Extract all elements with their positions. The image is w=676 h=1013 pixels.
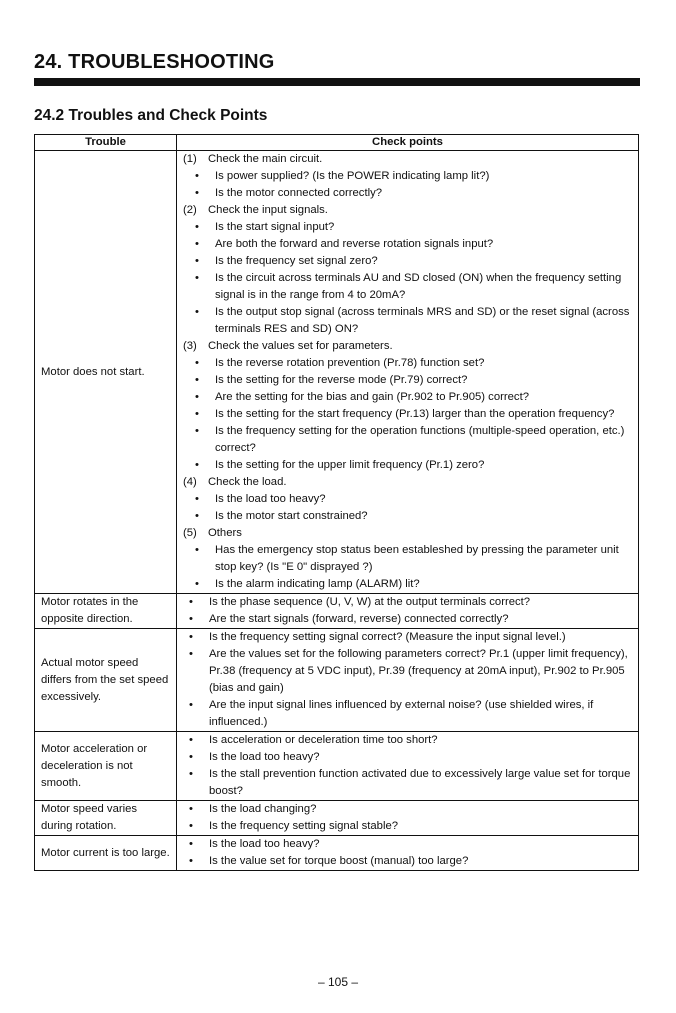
bullet-icon: • — [189, 631, 193, 643]
check-section-number: (5) — [183, 527, 197, 539]
check-section-title: Others — [208, 527, 242, 539]
check-points-cell — [177, 801, 639, 836]
check-item — [183, 732, 634, 749]
check-item — [183, 168, 634, 185]
check-item — [183, 542, 634, 576]
trouble-cell: Motor acceleration or deceleration is not smooth. — [35, 732, 177, 801]
check-section-title: Check the input signals. — [208, 204, 328, 216]
check-item — [183, 853, 634, 870]
check-points-cell — [177, 151, 639, 594]
trouble-cell: Motor does not start. — [35, 151, 177, 594]
check-item-text: Is the setting for the reverse mode (Pr.79) correct? — [215, 374, 468, 386]
check-item — [183, 304, 634, 338]
check-item-text: Are the start signals (forward, reverse) connected correctly? — [209, 613, 509, 625]
bullet-icon: • — [195, 391, 199, 403]
bullet-icon: • — [189, 613, 193, 625]
bullet-icon: • — [189, 838, 193, 850]
check-item-text: Is the load too heavy? — [215, 493, 326, 505]
check-item-text: Is power supplied? (Is the POWER indicating lamp lit?) — [215, 170, 490, 182]
check-item — [183, 491, 634, 508]
bullet-icon: • — [195, 578, 199, 590]
check-section-heading — [183, 525, 634, 542]
check-item-text: Is the motor start constrained? — [215, 510, 368, 522]
check-item — [183, 629, 634, 646]
page-number: – 105 – — [317, 975, 359, 989]
bullet-icon: • — [195, 357, 199, 369]
check-item — [183, 766, 634, 800]
check-item-text: Is the setting for the start frequency (Pr.13) larger than the operation frequency? — [215, 408, 615, 420]
check-section-title: Check the values set for parameters. — [208, 340, 393, 352]
check-item — [183, 611, 634, 628]
check-section-number: (1) — [183, 153, 197, 165]
table-row — [35, 629, 639, 732]
table-row — [35, 151, 639, 594]
bullet-icon: • — [195, 170, 199, 182]
check-item-text: Is the load too heavy? — [209, 838, 320, 850]
bullet-icon: • — [189, 820, 193, 832]
check-item — [183, 253, 634, 270]
bullet-icon: • — [195, 221, 199, 233]
check-item — [183, 801, 634, 818]
bullet-icon: • — [189, 751, 193, 763]
subsection-title: 24.2 Troubles and Check Points — [34, 107, 268, 124]
bullet-icon: • — [195, 255, 199, 267]
bullet-icon: • — [189, 803, 193, 815]
check-item — [183, 236, 634, 253]
trouble-cell: Motor rotates in the opposite direction. — [35, 594, 177, 629]
check-item-text: Is the start signal input? — [215, 221, 335, 233]
check-item-text: Is the load changing? — [209, 803, 317, 815]
check-item — [183, 406, 634, 423]
check-item-text: Is acceleration or deceleration time too short? — [209, 734, 438, 746]
check-item-text: Is the load too heavy? — [209, 751, 320, 763]
check-item-text: Are the setting for the bias and gain (Pr.902 to Pr.905) correct? — [215, 391, 529, 403]
table-header-row — [35, 135, 639, 151]
check-points-cell — [177, 732, 639, 801]
bullet-icon: • — [195, 459, 199, 471]
check-points-cell — [177, 836, 639, 871]
check-section-heading — [183, 474, 634, 491]
check-item — [183, 457, 634, 474]
check-item — [183, 818, 634, 835]
check-item-text: Are the values set for the following parameters correct? Pr.1 (upper limit frequency), Pr.38 (frequency at 5 VDC input), Pr.39 (frequency at 20mA input), Pr.902 to Pr.905 (bias and gain) — [209, 648, 628, 694]
check-item — [183, 185, 634, 202]
bullet-icon: • — [195, 238, 199, 250]
check-item-text: Is the frequency setting signal correct? (Measure the input signal level.) — [209, 631, 566, 643]
bullet-icon: • — [189, 699, 193, 711]
check-section-number: (4) — [183, 476, 197, 488]
check-item — [183, 270, 634, 304]
check-section-number: (2) — [183, 204, 197, 216]
table-row — [35, 801, 639, 836]
check-item — [183, 646, 634, 697]
bullet-icon: • — [195, 493, 199, 505]
trouble-cell: Motor speed varies during rotation. — [35, 801, 177, 836]
bullet-icon: • — [195, 374, 199, 386]
check-section-heading — [183, 151, 634, 168]
check-item — [183, 697, 634, 731]
check-item — [183, 372, 634, 389]
bullet-icon: • — [195, 272, 199, 284]
bullet-icon: • — [195, 187, 199, 199]
check-item-text: Is the circuit across terminals AU and SD closed (ON) when the frequency setting signal is in the range from 4 to 20mA? — [215, 272, 622, 301]
check-section-heading — [183, 338, 634, 355]
check-item-text: Are both the forward and reverse rotation signals input? — [215, 238, 494, 250]
check-item-text: Is the reverse rotation prevention (Pr.78) function set? — [215, 357, 485, 369]
check-item-text: Is the frequency setting signal stable? — [209, 820, 399, 832]
check-item — [183, 576, 634, 593]
table-row — [35, 594, 639, 629]
check-item — [183, 836, 634, 853]
check-item — [183, 389, 634, 406]
check-item-text: Has the emergency stop status been estableshed by pressing the parameter unit stop key? (Is "E 0" disprayed ?) — [215, 544, 619, 573]
title-rule — [34, 78, 640, 86]
check-item — [183, 219, 634, 236]
bullet-icon: • — [189, 596, 193, 608]
check-section-title: Check the main circuit. — [208, 153, 323, 165]
table-row — [35, 836, 639, 871]
trouble-cell: Motor current is too large. — [35, 836, 177, 871]
check-item-text: Is the frequency set signal zero? — [215, 255, 378, 267]
check-section-title: Check the load. — [208, 476, 287, 488]
bullet-icon: • — [195, 510, 199, 522]
section-title: 24. TROUBLESHOOTING — [34, 51, 275, 73]
table-row — [35, 732, 639, 801]
bullet-icon: • — [195, 408, 199, 420]
check-item-text: Is the value set for torque boost (manual) too large? — [209, 855, 469, 867]
troubles-table — [34, 134, 639, 871]
column-header-trouble: Trouble — [35, 135, 177, 151]
check-section-number: (3) — [183, 340, 197, 352]
check-section-heading — [183, 202, 634, 219]
check-item-text: Is the alarm indicating lamp (ALARM) lit? — [215, 578, 420, 590]
check-points-cell — [177, 629, 639, 732]
bullet-icon: • — [189, 734, 193, 746]
column-header-check-points: Check points — [177, 135, 639, 151]
check-item-text: Is the setting for the upper limit frequency (Pr.1) zero? — [215, 459, 485, 471]
check-item-text: Is the stall prevention function activated due to excessively large value set for torque boost? — [209, 768, 631, 797]
bullet-icon: • — [189, 768, 193, 780]
bullet-icon: • — [189, 648, 193, 660]
check-item — [183, 749, 634, 766]
check-item-text: Is the motor connected correctly? — [215, 187, 383, 199]
table-body — [35, 151, 639, 871]
check-item-text: Are the input signal lines influenced by external noise? (use shielded wires, if influenced.) — [209, 699, 594, 728]
check-points-cell — [177, 594, 639, 629]
check-item-text: Is the frequency setting for the operation functions (multiple-speed operation, etc.) correct? — [215, 425, 625, 454]
bullet-icon: • — [189, 855, 193, 867]
bullet-icon: • — [195, 425, 199, 437]
check-item — [183, 594, 634, 611]
bullet-icon: • — [195, 544, 199, 556]
check-item — [183, 423, 634, 457]
check-item-text: Is the output stop signal (across terminals MRS and SD) or the reset signal (across terminals RES and SD) ON? — [215, 306, 630, 335]
check-item-text: Is the phase sequence (U, V, W) at the output terminals correct? — [209, 596, 531, 608]
check-item — [183, 508, 634, 525]
bullet-icon: • — [195, 306, 199, 318]
check-item — [183, 355, 634, 372]
trouble-cell: Actual motor speed differs from the set speed excessively. — [35, 629, 177, 732]
